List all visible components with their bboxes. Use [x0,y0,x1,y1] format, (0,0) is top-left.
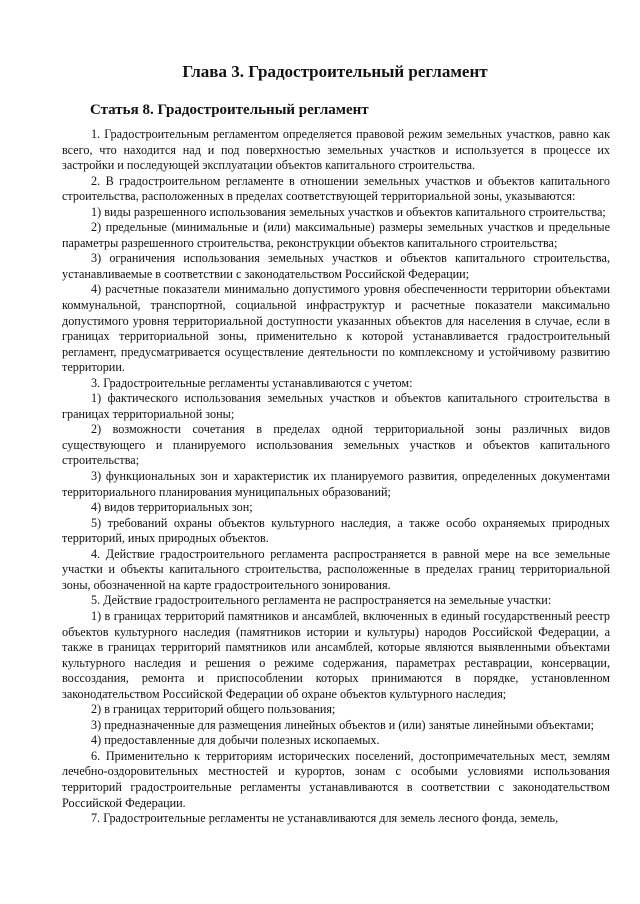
paragraph: 5) требований охраны объектов культурного наследия, а также особо охраняемых природных территорий, иных природных объектов. [62,515,610,546]
chapter-title: Глава 3. Градостроительный регламент [182,62,488,81]
article-title: Статья 8. Градостроительный регламент [90,102,369,118]
paragraph: 2) в границах территорий общего пользования; [91,702,336,717]
paragraph: 7. Градостроительные регламенты не устанавливаются для земель лесного фонда, земель, [91,811,559,826]
paragraph: 4) расчетные показатели минимально допустимого уровня обеспеченности территории объектами коммунальной, транспортной, социальной инфраструктур и расчетные показатели максимально допустимого уровня территориальной доступности указанных объектов для населения в случае, если в границах территориальной зоны, применительно к которой устанавливается градостроительный регламент, предусматривается осуществление деятельности по комплексному и устойчивому развитию территории. [62,282,610,375]
paragraph: 3) функциональных зон и характеристик их планируемого развития, определенных документами территориального планирования муниципальных образований; [62,469,610,499]
paragraph: 6. Применительно к территориям исторических поселений, достопримечательных мест, землям лечебно-оздоровительных местностей и курортов, зонам с особыми условиями использования территорий градостроительные регламенты устанавливаются в соответствии с законодательством Российской Федерации. [62,748,610,810]
paragraph: 3) ограничения использования земельных участков и объектов капитального строительства, устанавливаемые в соответствии с законодательством Российской Федерации; [62,251,610,281]
paragraph: 2) предельные (минимальные и (или) максимальные) размеры земельных участков и предельные параметры разрешенного строительства, реконструкции объектов капитального строительства; [62,220,610,250]
paragraph: 1) виды разрешенного использования земельных участков и объектов капитального строительства; [91,204,606,219]
paragraph: 1) в границах территорий памятников и ансамблей, включенных в единый государственный реестр объектов культурного наследия (памятников истории и культуры) народов Российской Федерации, а также в границах территорий памятников или ансамблей, которые являются выявленными объектами культурного наследия и решения о режиме содержания, параметрах реставрации, консервации, воссоздания, ремонта и приспособлении которых принимаются в порядке, установленном законодательством Российской Федерации об охране объектов культурного наследия; [62,608,610,701]
paragraph: 5. Действие градостроительного регламента не распространяется на земельные участки: [91,593,552,608]
paragraph: 4) видов территориальных зон; [91,500,253,515]
paragraph: 2. В градостроительном регламенте в отношении земельных участков и объектов капитального строительства, расположенных в пределах соответствующей территориальной зоны, указываются: [62,173,610,204]
article-body [62,127,610,827]
paragraph: 4. Действие градостроительного регламента распространяется в равной мере на все земельные участки и объекты капитального строительства, расположенные в пределах границ территориальной зоны, обозначенной на карте градостроительного зонирования. [62,546,610,592]
paragraph: 3) предназначенные для размещения линейных объектов и (или) занятые линейными объектами; [91,717,595,732]
paragraph: 2) возможности сочетания в пределах одной территориальной зоны различных видов существующего и планируемого использования земельных участков и объектов капитального строительства; [62,422,610,468]
paragraph: 1) фактического использования земельных участков и объектов капитального строительства в границах территориальной зоны; [62,391,610,421]
paragraph: 3. Градостроительные регламенты устанавливаются с учетом: [91,375,413,390]
paragraph: 4) предоставленные для добычи полезных ископаемых. [91,733,380,748]
paragraph: 1. Градостроительным регламентом определяется правовой режим земельных участков, равно как всего, что находится над и под поверхностью земельных участков и используется в процессе их застройки и последующей эксплуатации объектов капитального строительства. [62,127,610,173]
